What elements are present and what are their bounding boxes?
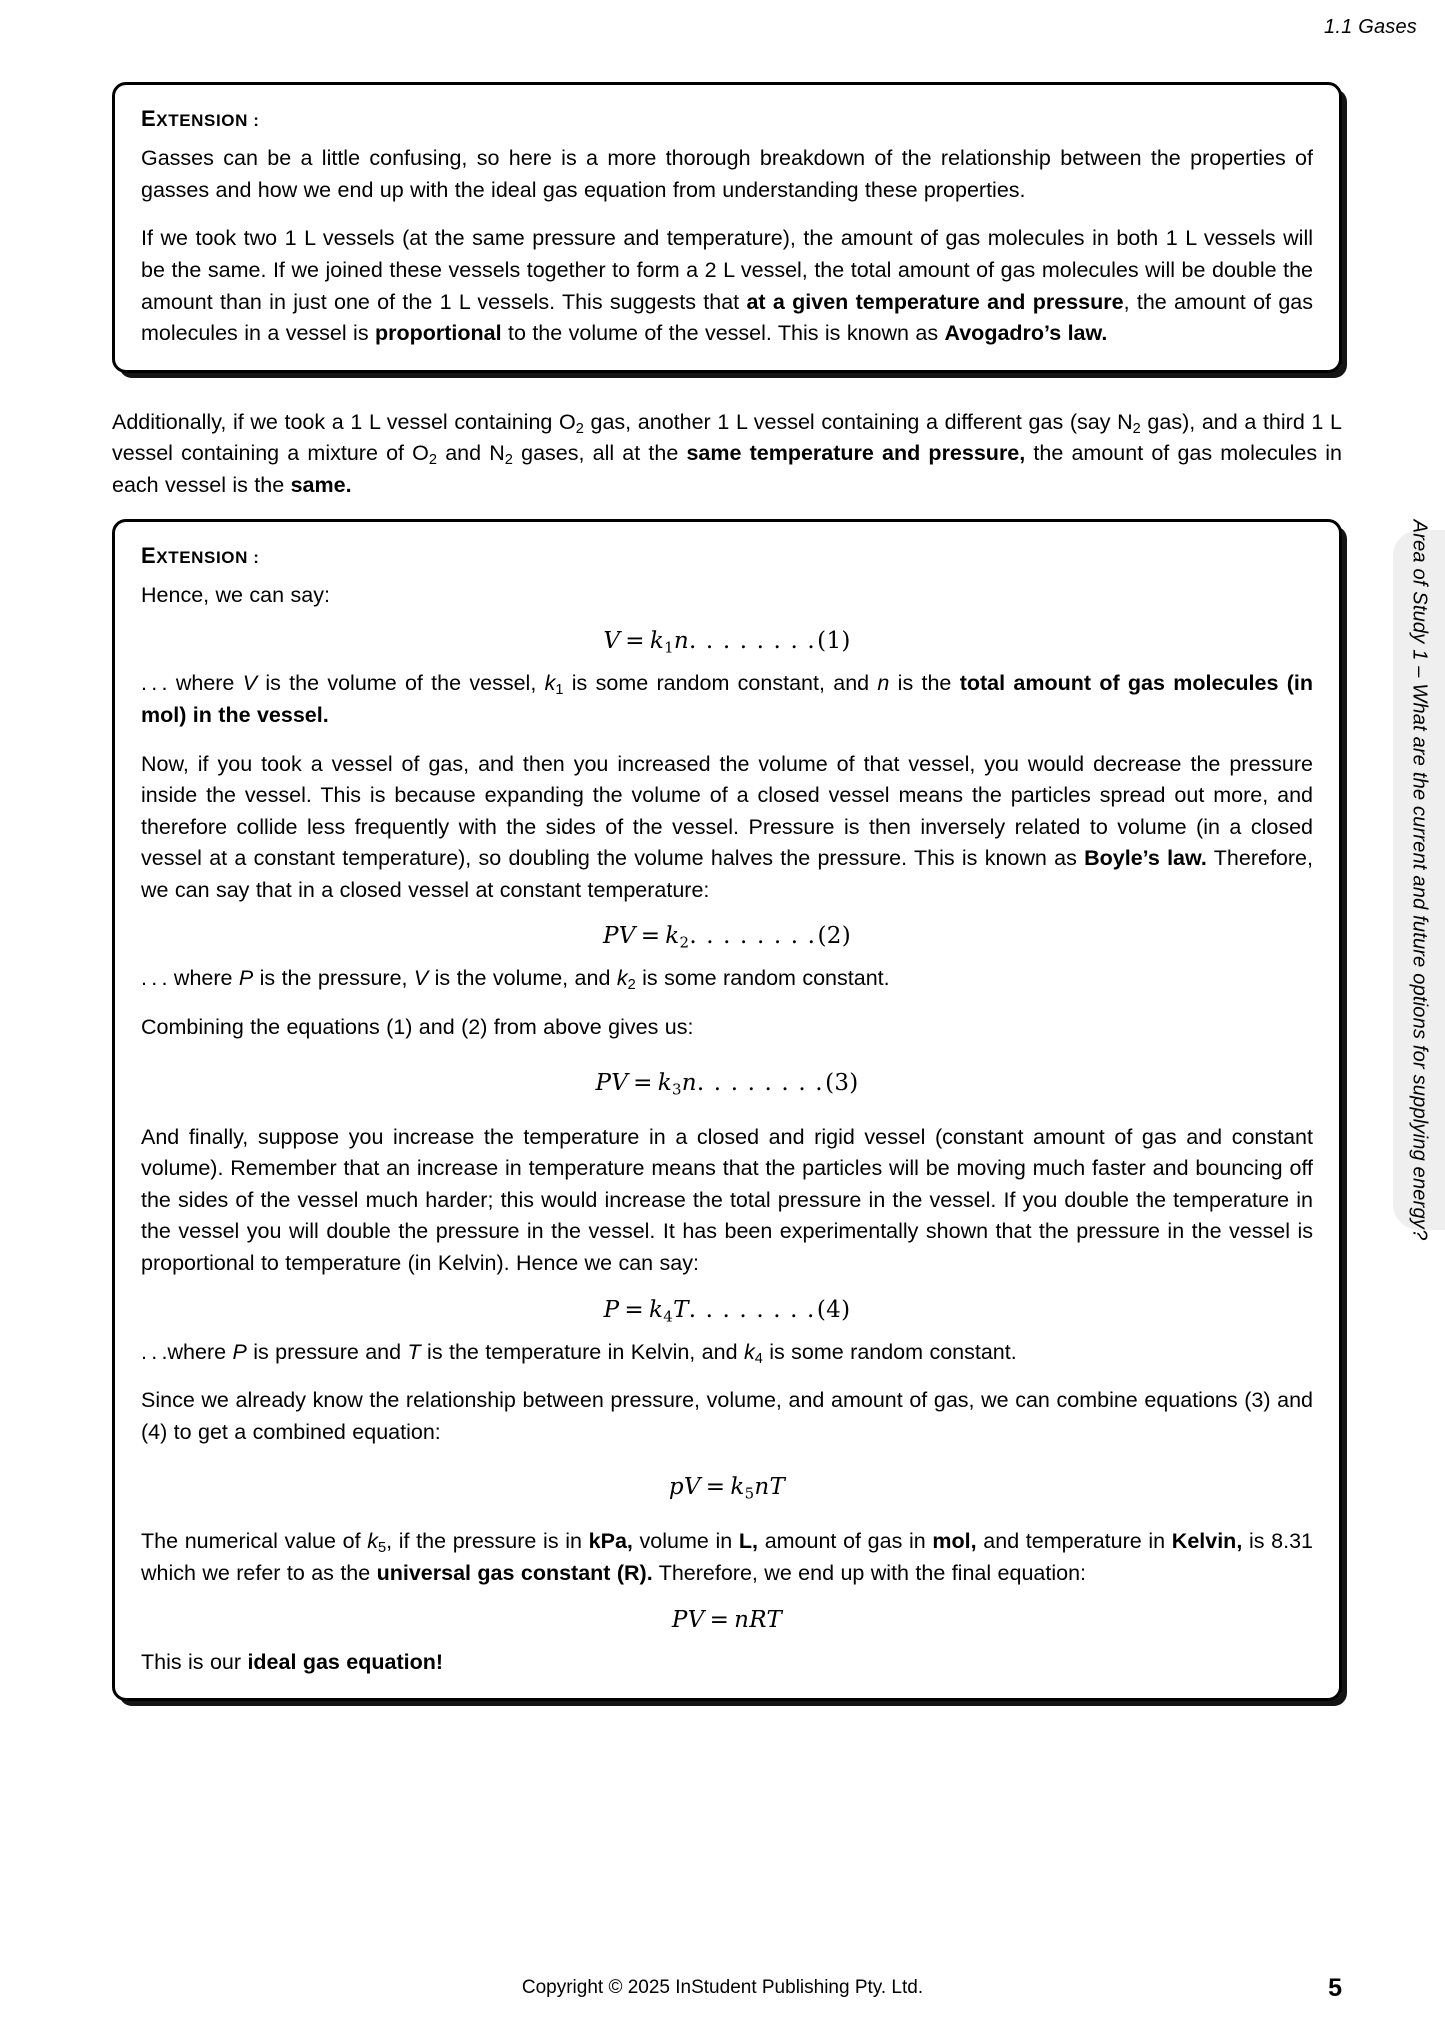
eq4-lhs: P <box>603 1296 620 1323</box>
box2-p4-italic-1: P <box>238 966 254 991</box>
box1-p2-text-3: to the volume of the vessel. This is known as <box>501 321 945 346</box>
interlude-text-6: the amount of gas molecules in each vessel is the <box>112 441 1342 497</box>
interlude-sub-2: 2 <box>1132 420 1141 437</box>
eq4-coefficient-subscript: 4 <box>663 1307 674 1326</box>
box2-p2-italic-2-sub: 1 <box>555 682 564 699</box>
box1-p2-bold-2: proportional <box>374 321 502 346</box>
equation-2 <box>141 923 1313 952</box>
box2-paragraph-6 <box>141 1122 1313 1280</box>
extension-label-rest: XTENSION <box>156 111 248 130</box>
eq3-rhs: n <box>681 1069 697 1096</box>
eq4-coefficient: k <box>649 1296 664 1323</box>
box2-p9-text-5: and temperature in <box>976 1529 1172 1554</box>
box2-p4-italic-2: V <box>413 966 429 991</box>
box2-p9-italic-1-sub: 5 <box>377 1540 387 1557</box>
box2-paragraph-1 <box>141 580 1313 612</box>
box2-p2-bold-1: total amount of gas molecules (in mol) in the vessel. <box>141 671 1313 727</box>
eq6-operator: = <box>709 1606 730 1633</box>
equation-5 <box>141 1474 1313 1503</box>
eq2-tag: (2) <box>817 923 851 950</box>
box2-p9-bold-2: L, <box>738 1529 759 1554</box>
extension-label-cap: E <box>141 106 157 131</box>
box2-p7-text-4: is some random constant. <box>762 1339 1017 1364</box>
box1-p2-text-1: If we took two 1 L vessels (at the same pressure and temperature), the amount of gas molecules in both 1 L vessels will be the same. If we joined these vessels together to form a 2 L vessel, the total amount of gas molecules will be double the amount than in just one of the 1 L vessels. This suggests that <box>141 226 1313 314</box>
box2-p9-bold-1: kPa, <box>588 1529 633 1554</box>
interlude-sub-1: 2 <box>575 420 584 437</box>
box2-p2-text-3: is some random constant, and <box>563 671 878 696</box>
interlude-paragraph <box>112 407 1342 502</box>
equation-3 <box>141 1069 1313 1099</box>
box2-p9-text-1: The numerical value of <box>141 1529 368 1554</box>
extension-box-2 <box>112 519 1342 1702</box>
box2-p7-italic-2: T <box>407 1339 421 1364</box>
box2-p7-italic-3: k <box>743 1339 755 1364</box>
box2-paragraph-5 <box>141 1012 1313 1044</box>
extension-label-2 <box>141 544 1313 568</box>
eq1-rhs: n <box>673 628 690 655</box>
equation-4 <box>141 1296 1313 1326</box>
box2-p10-text-1: This is our <box>141 1649 248 1674</box>
interlude-bold-1: same temperature and pressure, <box>686 441 1026 466</box>
box2-p9-bold-4: Kelvin, <box>1171 1529 1243 1554</box>
box2-p4-text-1: . . . where <box>141 966 239 991</box>
box2-p2-italic-1: V <box>242 671 258 696</box>
interlude-sub-3: 2 <box>428 452 438 469</box>
interlude-text-3: gas), and a third 1 L vessel containing a mixture of O <box>112 409 1342 466</box>
extension-label-colon: : <box>247 111 260 130</box>
box1-p2-text-2: , the amount of gas molecules in a vessel is <box>141 289 1313 346</box>
eq5-coefficient-subscript: 5 <box>744 1484 755 1503</box>
eq3-tag: (3) <box>825 1069 859 1096</box>
box2-p9-text-6: is 8.31 which we refer to as the <box>141 1529 1313 1585</box>
box2-paragraph-7 <box>141 1337 1313 1369</box>
interlude-sub-4: 2 <box>504 452 513 469</box>
box1-paragraph-1 <box>141 143 1313 206</box>
page-number: 5 <box>1328 1974 1342 2002</box>
eq1-coefficient: k <box>649 628 665 655</box>
box2-p9-bold-5: universal gas constant (R). <box>376 1561 653 1585</box>
box2-p9-text-2: , if the pressure is in <box>386 1529 589 1554</box>
eq4-operator: = <box>624 1296 644 1323</box>
box2-p9-text-7: Therefore, we end up with the final equation: <box>652 1561 1087 1585</box>
eq2-coefficient-subscript: 2 <box>679 933 690 952</box>
box2-p7-text-3: is the temperature in Kelvin, and <box>420 1339 744 1364</box>
box2-p6-text: And finally, suppose you increase the temperature in a closed and rigid vessel (constant amount of gas and constant volume). Remember that an increase in temperature means that the particles will be moving much faster and bouncing off the sides of the vessel much harder; this would increase the total pressure in the vessel. If you double the temperature in the vessel you will double the pressure in the vessel. It has been experimentally shown that the pressure in the vessel is proportional to temperature (in Kelvin). Hence we can say: <box>141 1124 1313 1276</box>
eq5-coefficient: k <box>730 1474 745 1501</box>
box2-p3-text-2: Therefore, we can say that in a closed vessel at constant temperature: <box>141 846 1313 902</box>
eq2-lhs: PV <box>603 923 636 950</box>
eq1-tag: (1) <box>817 628 851 655</box>
box1-p1-text: Gasses can be a little confusing, so here is a more thorough breakdown of the relationship between the properties of gasses and how we end up with the ideal gas equation from understanding these properties. <box>141 146 1313 202</box>
box1-paragraph-2 <box>141 223 1313 349</box>
box2-p3-bold-1: Boyle’s law. <box>1084 846 1207 871</box>
box1-p2-bold-1: at a given temperature and pressure <box>746 289 1124 314</box>
box2-p7-italic-1: P <box>232 1339 247 1364</box>
eq3-coefficient: k <box>657 1069 672 1096</box>
area-of-study-side-tab <box>1393 519 1445 1241</box>
box2-p7-italic-3-sub: 4 <box>754 1350 763 1367</box>
side-tab-label: Area of Study 1 – What are the current and future options for supplying energy? <box>1408 519 1431 1241</box>
box2-p5-text: Combining the equations (1) and (2) from above gives us: <box>141 1015 694 1040</box>
extension-label-rest-2: XTENSION <box>156 547 248 567</box>
eq1-lhs: V <box>603 628 621 655</box>
box2-paragraph-10 <box>141 1647 1313 1679</box>
eq3-operator: = <box>633 1069 653 1096</box>
extension-label-cap-2: E <box>141 542 157 568</box>
box2-p2-text-4: is the <box>889 671 960 696</box>
eq3-lhs: PV <box>595 1069 629 1096</box>
eq1-coefficient-subscript: 1 <box>664 638 674 657</box>
box2-p7-text-2: is pressure and <box>246 1339 408 1364</box>
box2-p7-text-1: . . .where <box>141 1339 233 1364</box>
box2-p3-text-1: Now, if you took a vessel of gas, and then you increased the volume of that vessel, you would decrease the pressure inside the vessel. This is because expanding the volume of a closed vessel means the particles spread out more, and therefore collide less frequently with the sides of the vessel. Pressure is then inversely related to volume (in a closed vessel at a constant temperature), so doubling the volume halves the pressure. This is known as <box>141 751 1313 871</box>
box2-p9-text-3: volume in <box>632 1529 739 1554</box>
box2-paragraph-8 <box>141 1385 1313 1448</box>
eq4-tag: (4) <box>816 1296 851 1323</box>
box2-paragraph-3 <box>141 749 1313 907</box>
interlude-text-5: gases, all at the <box>512 441 687 466</box>
extension-label-colon-2: : <box>247 547 260 567</box>
box2-p8-text: Since we already know the relationship between pressure, volume, and amount of gas, we can combine equations (3) and (4) to get a combined equation: <box>141 1388 1313 1444</box>
eq4-dots: . . . . . . . . <box>688 1296 817 1323</box>
extension-box-1 <box>112 82 1342 373</box>
eq3-coefficient-subscript: 3 <box>671 1080 682 1099</box>
eq4-rhs: T <box>673 1296 689 1323</box>
eq6-rhs: nRT <box>734 1606 783 1633</box>
box2-p2-text-1: . . . where <box>141 671 243 696</box>
box2-p10-bold-1: ideal gas equation! <box>247 1649 444 1674</box>
eq1-operator: = <box>625 628 645 655</box>
eq2-dots: . . . . . . . . <box>689 923 818 950</box>
box2-p2-text-2: is the volume of the vessel, <box>257 671 545 696</box>
eq2-coefficient: k <box>665 923 680 950</box>
box2-p4-text-2: is the pressure, <box>253 966 414 991</box>
box2-paragraph-2 <box>141 668 1313 731</box>
content-column <box>112 82 1342 1735</box>
equation-1 <box>141 628 1313 657</box>
running-header: 1.1 Gases <box>1324 16 1417 38</box>
box2-paragraph-9 <box>141 1526 1313 1589</box>
box2-p1-text: Hence, we can say: <box>141 582 330 607</box>
interlude-text-4: and N <box>437 441 505 466</box>
box2-p2-italic-2: k <box>544 671 556 696</box>
box2-p4-text-3: is the volume, and <box>428 966 617 991</box>
eq6-lhs: PV <box>671 1606 705 1633</box>
box1-p2-bold-3: Avogadro’s law. <box>944 321 1108 346</box>
eq5-rhs: nT <box>754 1474 786 1501</box>
eq3-dots: . . . . . . . . <box>696 1069 826 1096</box>
box2-p9-italic-1: k <box>367 1529 378 1554</box>
interlude-text-2: gas, another 1 L vessel containing a different gas (say N <box>583 409 1133 434</box>
interlude-bold-2: same. <box>290 472 352 497</box>
box2-paragraph-4 <box>141 963 1313 995</box>
box2-p9-text-4: amount of gas in <box>758 1529 933 1554</box>
eq5-lhs: pV <box>668 1474 701 1501</box>
interlude-text-1: Additionally, if we took a 1 L vessel containing O <box>112 409 576 434</box>
box2-p2-italic-3: n <box>877 671 890 696</box>
eq1-dots: . . . . . . . . <box>689 628 818 655</box>
extension-label-1 <box>141 107 1313 131</box>
eq5-operator: = <box>705 1474 726 1501</box>
box2-p4-italic-3: k <box>616 966 628 991</box>
box2-p4-italic-3-sub: 2 <box>627 977 636 994</box>
box2-p9-bold-3: mol, <box>932 1529 977 1554</box>
eq2-operator: = <box>640 923 661 950</box>
equation-6 <box>141 1607 1313 1633</box>
footer-copyright: Copyright © 2025 InStudent Publishing Pty. Ltd. <box>521 1977 924 1998</box>
box2-p4-text-4: is some random constant. <box>635 966 890 991</box>
